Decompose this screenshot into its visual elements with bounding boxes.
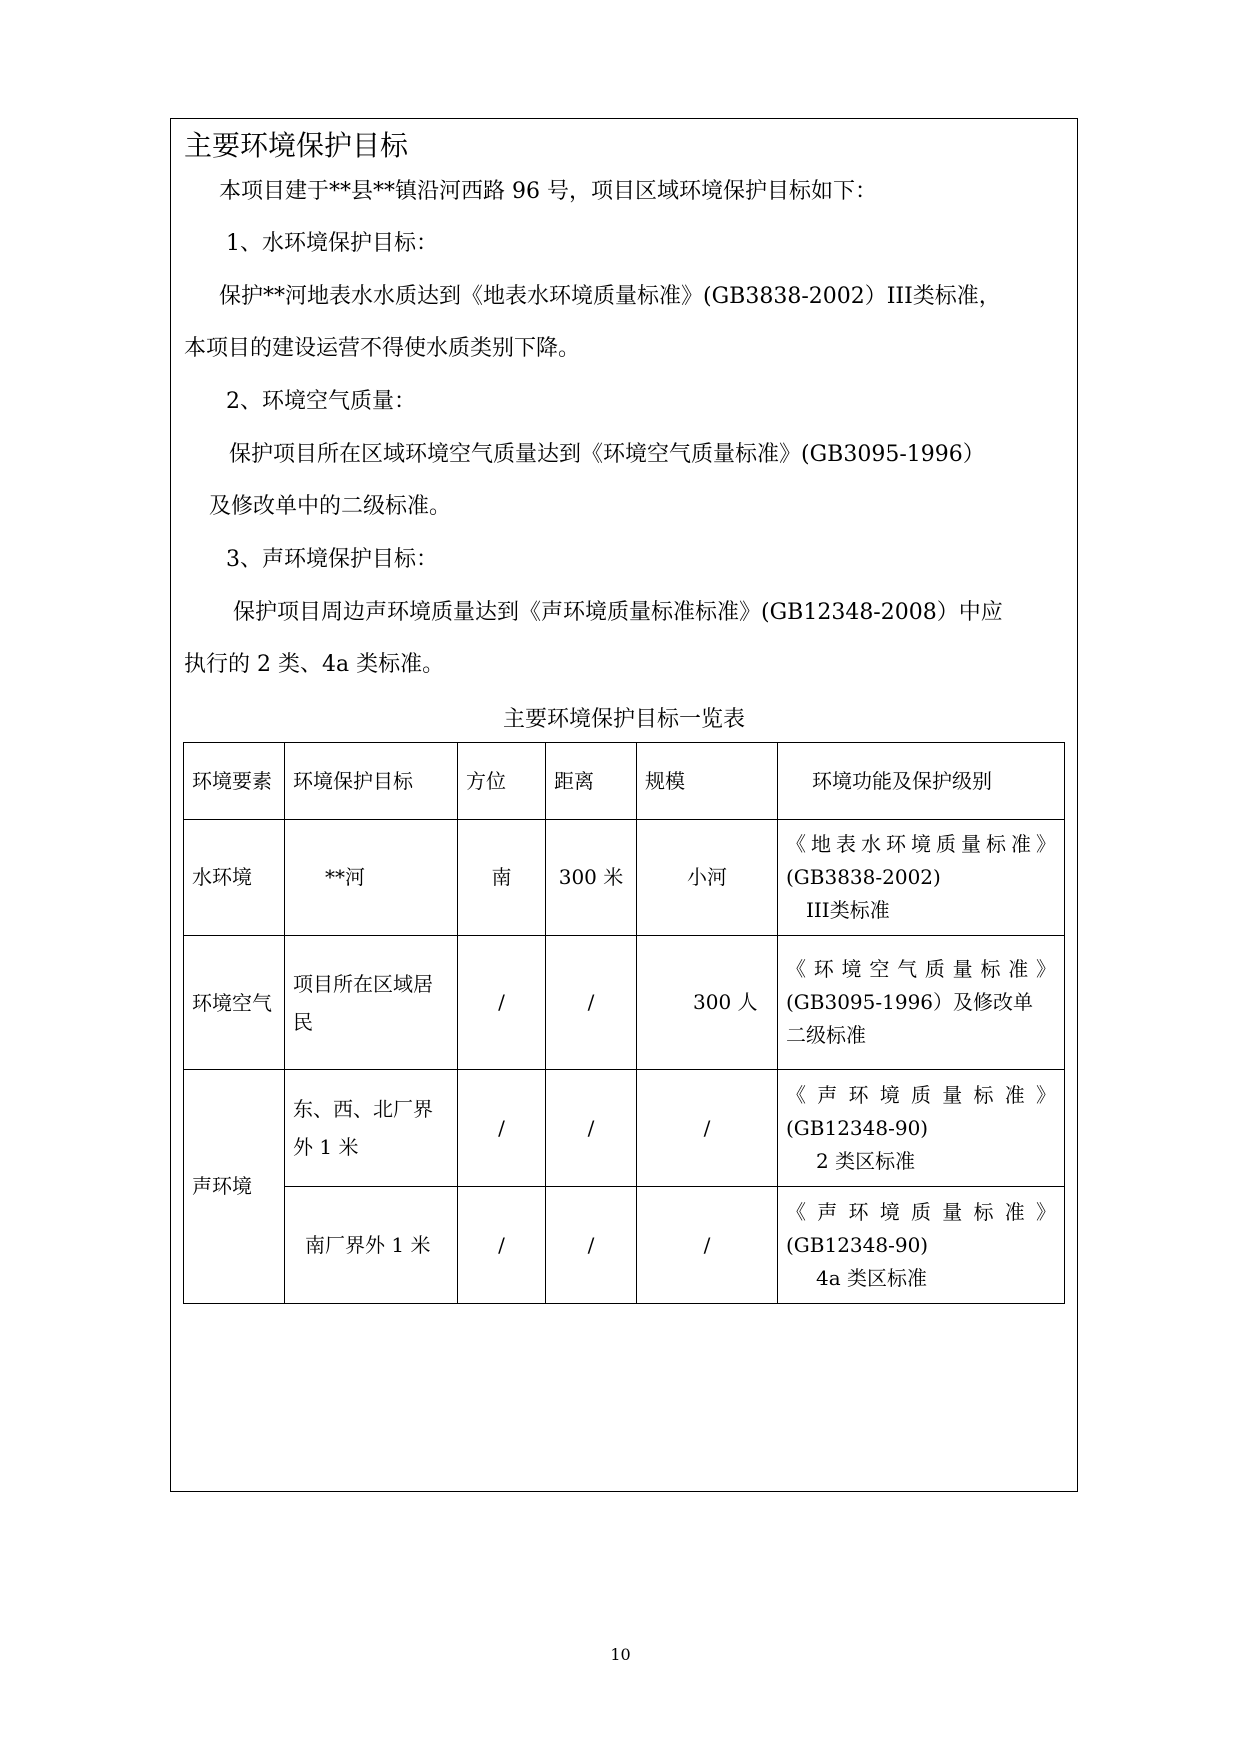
air-text-line2: 及修改单中的二级标准。: [209, 494, 452, 519]
cell-function: [778, 936, 1065, 1070]
table-row: [184, 1187, 1065, 1304]
standard-class: III类标准: [806, 898, 890, 922]
water-heading: 1、水环境保护目标：: [226, 231, 438, 256]
noise-text-line2: 执行的 2 类、4a 类标准。: [184, 652, 445, 677]
header-distance: 距离: [546, 743, 637, 820]
standard-class: 2 类区标准: [816, 1148, 916, 1173]
protection-targets-table: [183, 742, 1065, 1304]
header-scale: 规模: [637, 743, 778, 820]
standard-code: (GB3095-1996）及修改单: [786, 990, 1034, 1014]
cell-target: 南厂界外 1 米: [285, 1187, 458, 1304]
water-text-line1: 保护**河地表水水质达到《地表水环境质量标准》(GB3838-2002）III类标准，: [219, 284, 1001, 309]
section-title: 主要环境保护目标: [184, 129, 409, 162]
standard-name: 《声环境质量标准》: [786, 1082, 1056, 1107]
air-text-line1: 保护项目所在区域环境空气质量达到《环境空气质量标准》(GB3095-1996）: [229, 442, 985, 467]
standard-name: 《地表水环境质量标准》: [786, 832, 1056, 856]
standard-class: 4a 类区标准: [816, 1265, 928, 1290]
cell-function: [778, 1070, 1065, 1187]
cell-scale: /: [637, 1187, 778, 1304]
cell-direction: /: [458, 936, 546, 1070]
cell-target: 项目所在区域居民: [285, 936, 458, 1070]
cell-function: [778, 1187, 1065, 1304]
table-row: [184, 936, 1065, 1070]
cell-direction: 南: [458, 820, 546, 936]
water-text-line2: 本项目的建设运营不得使水质类别下降。: [184, 336, 581, 361]
cell-direction: /: [458, 1070, 546, 1187]
header-element: 环境要素: [184, 743, 285, 820]
intro-paragraph: 本项目建于**县**镇沿河西路 96 号，项目区域环境保护目标如下：: [219, 179, 877, 204]
table-caption: 主要环境保护目标一览表: [502, 707, 745, 732]
noise-heading: 3、声环境保护目标：: [226, 547, 438, 572]
cell-element: 声环境: [184, 1070, 285, 1304]
cell-distance: 300 米: [546, 820, 637, 936]
cell-target: 东、西、北厂界外 1 米: [285, 1070, 458, 1187]
standard-name: 《环境空气质量标准》: [786, 957, 1056, 981]
cell-direction: /: [458, 1187, 546, 1304]
standard-code: (GB12348-90): [786, 1232, 929, 1257]
header-function: 环境功能及保护级别: [778, 743, 1065, 820]
cell-element: 水环境: [184, 820, 285, 936]
cell-distance: /: [546, 936, 637, 1070]
table-row: [184, 820, 1065, 936]
page-number: 10: [610, 1645, 631, 1664]
cell-distance: /: [546, 1070, 637, 1187]
standard-code: (GB3838-2002): [786, 865, 941, 889]
cell-function: [778, 820, 1065, 936]
cell-scale: 300 人: [637, 936, 778, 1070]
standard-code: (GB12348-90): [786, 1115, 929, 1140]
cell-target: **河: [285, 820, 458, 936]
cell-scale: /: [637, 1070, 778, 1187]
cell-scale: 小河: [637, 820, 778, 936]
standard-class: 二级标准: [786, 1023, 866, 1047]
cell-distance: /: [546, 1187, 637, 1304]
noise-text-line1: 保护项目周边声环境质量达到《声环境质量标准标准》(GB12348-2008）中应: [233, 600, 1003, 625]
standard-name: 《声环境质量标准》: [786, 1199, 1056, 1224]
table-header-row: [184, 743, 1065, 820]
cell-element: 环境空气: [184, 936, 285, 1070]
air-heading: 2、环境空气质量：: [226, 389, 416, 414]
content-frame: [170, 118, 1078, 1492]
header-target: 环境保护目标: [285, 743, 458, 820]
header-direction: 方位: [458, 743, 546, 820]
table-row: [184, 1070, 1065, 1187]
